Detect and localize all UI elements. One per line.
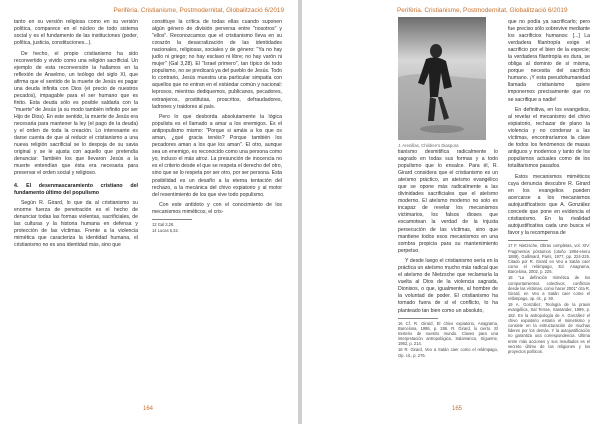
footnote: 13 Gal 3,28. bbox=[152, 222, 175, 228]
footnote: 17 F. Nietzsche, Obras completas, vol. XIV: Fragmentos póstumos (otoño 1884-enero 1889), Gallimard, París, 1977, pp. 224-225. Citado por R. Girard en Veo a Satán caer como el relámpago, Ed. Anagrama, Barcelona, 2002, p. 225. bbox=[508, 243, 590, 275]
photo-children-diaspora bbox=[398, 17, 486, 140]
footnote-rule bbox=[398, 318, 438, 319]
paragraph: De hecho, el propio cristianismo ha sido reconvertido y vivido como una religión sacrificial. Un ejemplo de esta reconversión la hallamos en la reflexión de Anselmo, un teólogo del siglo XI, que afirma que el sentido de la muerte de Jesús es pagar una deuda infinita con Dios (el precio de nuestros pecados), impagable para el ser humano que es finito. Esta deuda sólo es posible saldarla con la "muerte" de Jesús (a su modo también infinito por ser Hijo de Dios). En este sentido, la muerte de Jesús era necesaria para mantener la ley (el pago de la deuda) y el orden de toda la creación. Lo interesante es darse cuenta de que al reducir el cristianismo a una nueva religión sacrificial se lo despoja de su savia original y se le ajusta con aquello que pretendía denunciar: También los que llevaron Jesús a la muerte entendían que ésta era necesaria para preservar el orden social y religioso. bbox=[14, 50, 138, 177]
paragraph: tanto en su versión religiosa como en su versión política, comparece en el núcleo de todo sistema social y es el fundamento de las instituciones (poder, política, justicia, constituciones...). bbox=[14, 19, 138, 47]
photo-caption: J. Arenillas, Children's Diaspora bbox=[398, 143, 459, 148]
page-number-left: 164 bbox=[143, 406, 154, 412]
paragraph: En definitiva, en los evangelios, al revelar el mecanismo del chivo expiatorio, rechazar de plano la violencia y no condenar a las víctimas, encontraríamos la clave de todos los fenómenos de masas antiguos y modernos y tanto de los populismos actuales como de los totalitarismos pasados. bbox=[508, 107, 590, 170]
paragraph: que no podía ya sacrificarlo; pero fue preciso sólo sobrevive mediante los sacrificios humanos: [...] La verdadera filantropía exige el sacrificio por el bien de la especie; la verdadera filantropía es dura, se obliga al dominio de sí misma, porque necesita del sacrificio humano. ¡Y esta pseudohumanidad llamada cristianismo quiere imponernos precisamente que no se sacrifique a nadie! bbox=[508, 19, 591, 103]
paragraph: Estos mecanismos miméticos cuya denuncia descubre R. Girard en los evangelios pueden acercarse a los mecanismos autojustificativos que A. González concede que pone en evidencia el cristianismo. En la rivalidad autojustificativa cada uno busca el favor y la recompensa de bbox=[508, 173, 590, 237]
section-heading: 4. El desenmascaramiento cristiano del fundamento último del populismo bbox=[14, 182, 138, 196]
footnotes bbox=[152, 219, 282, 233]
paragraph: tianismo desmitifica radicalmente lo sagrado en todas sus formas y a todo populismo que lo ensalce. Para él, R. Girard considera que el cristianismo es un ateísmo práctico, un ateísmo evangélico que se opone más radicalmente a las divinidades sacrificiales que el ateísmo moderno. El ateísmo moderno no solo es incapaz de revelar los mecanismos victimarios, los falsos dioses que escamotean la verdad de la injusta persecución de las víctimas, sino que mantiene todos esos mecanismos en una sombra propicia para su mantenimiento perpetuo. bbox=[398, 149, 498, 254]
photo-illustration bbox=[398, 17, 486, 140]
running-header-right: Perifèria. Cristianisme, Postmodernitat, Globalització 6/2019 bbox=[397, 7, 568, 14]
right-column-2 bbox=[508, 19, 590, 355]
left-column-1 bbox=[14, 19, 138, 249]
running-header-left: Perifèria. Cristianisme, Postmodernitat, Globalització 6/2019 bbox=[113, 7, 284, 14]
paragraph: Según R. Girard, lo que da al cristianismo su enorme fuerza de penetración es el hecho de denunciar todas las formas violentas, sacrificiales, de las culturas y la historia humana en defensa y protección de las víctimas. Frente a la violencia mimética que caracteriza la identidad humana, el cristianismo no es una identidad más, sino que bbox=[14, 200, 138, 249]
footnote: 18 "La definición mimética de los comportamientos colectivos, conflictos desde las víctimas, como hacer 2001" cita R. Girard, en Veo a Satán caer como el relámpago, op. cit., p. 50. bbox=[508, 275, 590, 302]
footnote-rule bbox=[152, 219, 192, 220]
footnote: 16 R. Girard, Veo a Satán caer como el relámpago, Op. cit., p. 275. bbox=[398, 347, 498, 358]
footnotes bbox=[398, 318, 498, 358]
footnote: 19 A. González, Teología de la praxis evangélica, Sal Terrae, Santander, 1999, p. 182. En la antropología de A. González el chivo expiatorio estaría el mimetismo y consiste en la estructuración de muchas lideres por los demás. Y la autojustificación no garantiza una correspondencia. Última entre más acciones y sus resultados es el secreto último de las religiones y los proyectos políticos. bbox=[508, 302, 590, 355]
paragraph: Y desde luego el cristianismo sería en la práctica un ateísmo mucho más radical que el ateísmo de Nietzsche que reclamaría la vuelta al Dios de la violencia sagrada, Dionisos, o que, igualmente, al hombre de la voluntad de poder. El cristianismo ha tomado fuera de sí el conflicto, lo ha planteado tan bien como un absoluto, bbox=[398, 258, 498, 314]
footnote-rule bbox=[508, 240, 548, 241]
footnote: 14 Lucas 6,32. bbox=[152, 228, 179, 234]
page-number-right: 165 bbox=[452, 406, 463, 412]
paragraph: Pero lo que desborda absolutamente la lógica populista es el llamado a amar a los enemigos. Es el antipopulismo mismo: "Porque si amáis a los que os aman, ¿qué gracia tenéis? Porque también los pecadores aman a los que los aman". El otro, aunque sea un enemigo, es reconocido como una persona como yo, incluso el más atroz. La presunción de inocencia no es el criterio desde el que se respeta el derecho del otro, sino que se lo respeta por ser otro, por ser persona. Esta posibilidad es un desafío a la eterna tentación del rechazo, a la mecánica del chivo expiatorio y al motor del resentimiento de los que vive todo populismo. bbox=[152, 114, 283, 198]
left-page bbox=[0, 0, 298, 424]
right-column-1 bbox=[398, 149, 498, 359]
paragraph: constituye la crítica de todas ellas cuando suponen algún género de división perversa entre "nosotros" y "ellos". Reconozcamos que el cristianismo lleva en su corazón la desacralización de las identidades nacionales, religiosas, sociales y de género: "Ya no hay judío ni griego; no hay esclavo ni libre; no hay varón ni mujer" (Gal 3,28). El "Israel primero", tan típico de todo populismo, no se predicará ya del pueblo de Jesús. Todo lo contrario, Jesús muestra una particular simpatía con aquellos que no entran en el estándar común y nacional: leprosos, mientras dediquemos, publicanos, pecadores, extranjeros, prostitutas, proscritos, defraudadores, ladrones y traidores al país. bbox=[152, 19, 282, 110]
footnote: 16 Cf. R. Girard, El chivo expiatorio, Anagrama, Barcelona, 1986, p. 286. R. Girard, lo cierto. El misterio de nuestro mundo. Claves para una interpretación antropológica, Salamanca, Sígueme, 1982, p. 214. bbox=[398, 320, 498, 347]
paragraph: Con este antídoto y con el conocimiento de los mecanismos miméticos, el cris- bbox=[152, 202, 282, 216]
footnotes bbox=[508, 240, 590, 354]
left-column-2 bbox=[152, 19, 282, 234]
right-page bbox=[302, 0, 600, 424]
